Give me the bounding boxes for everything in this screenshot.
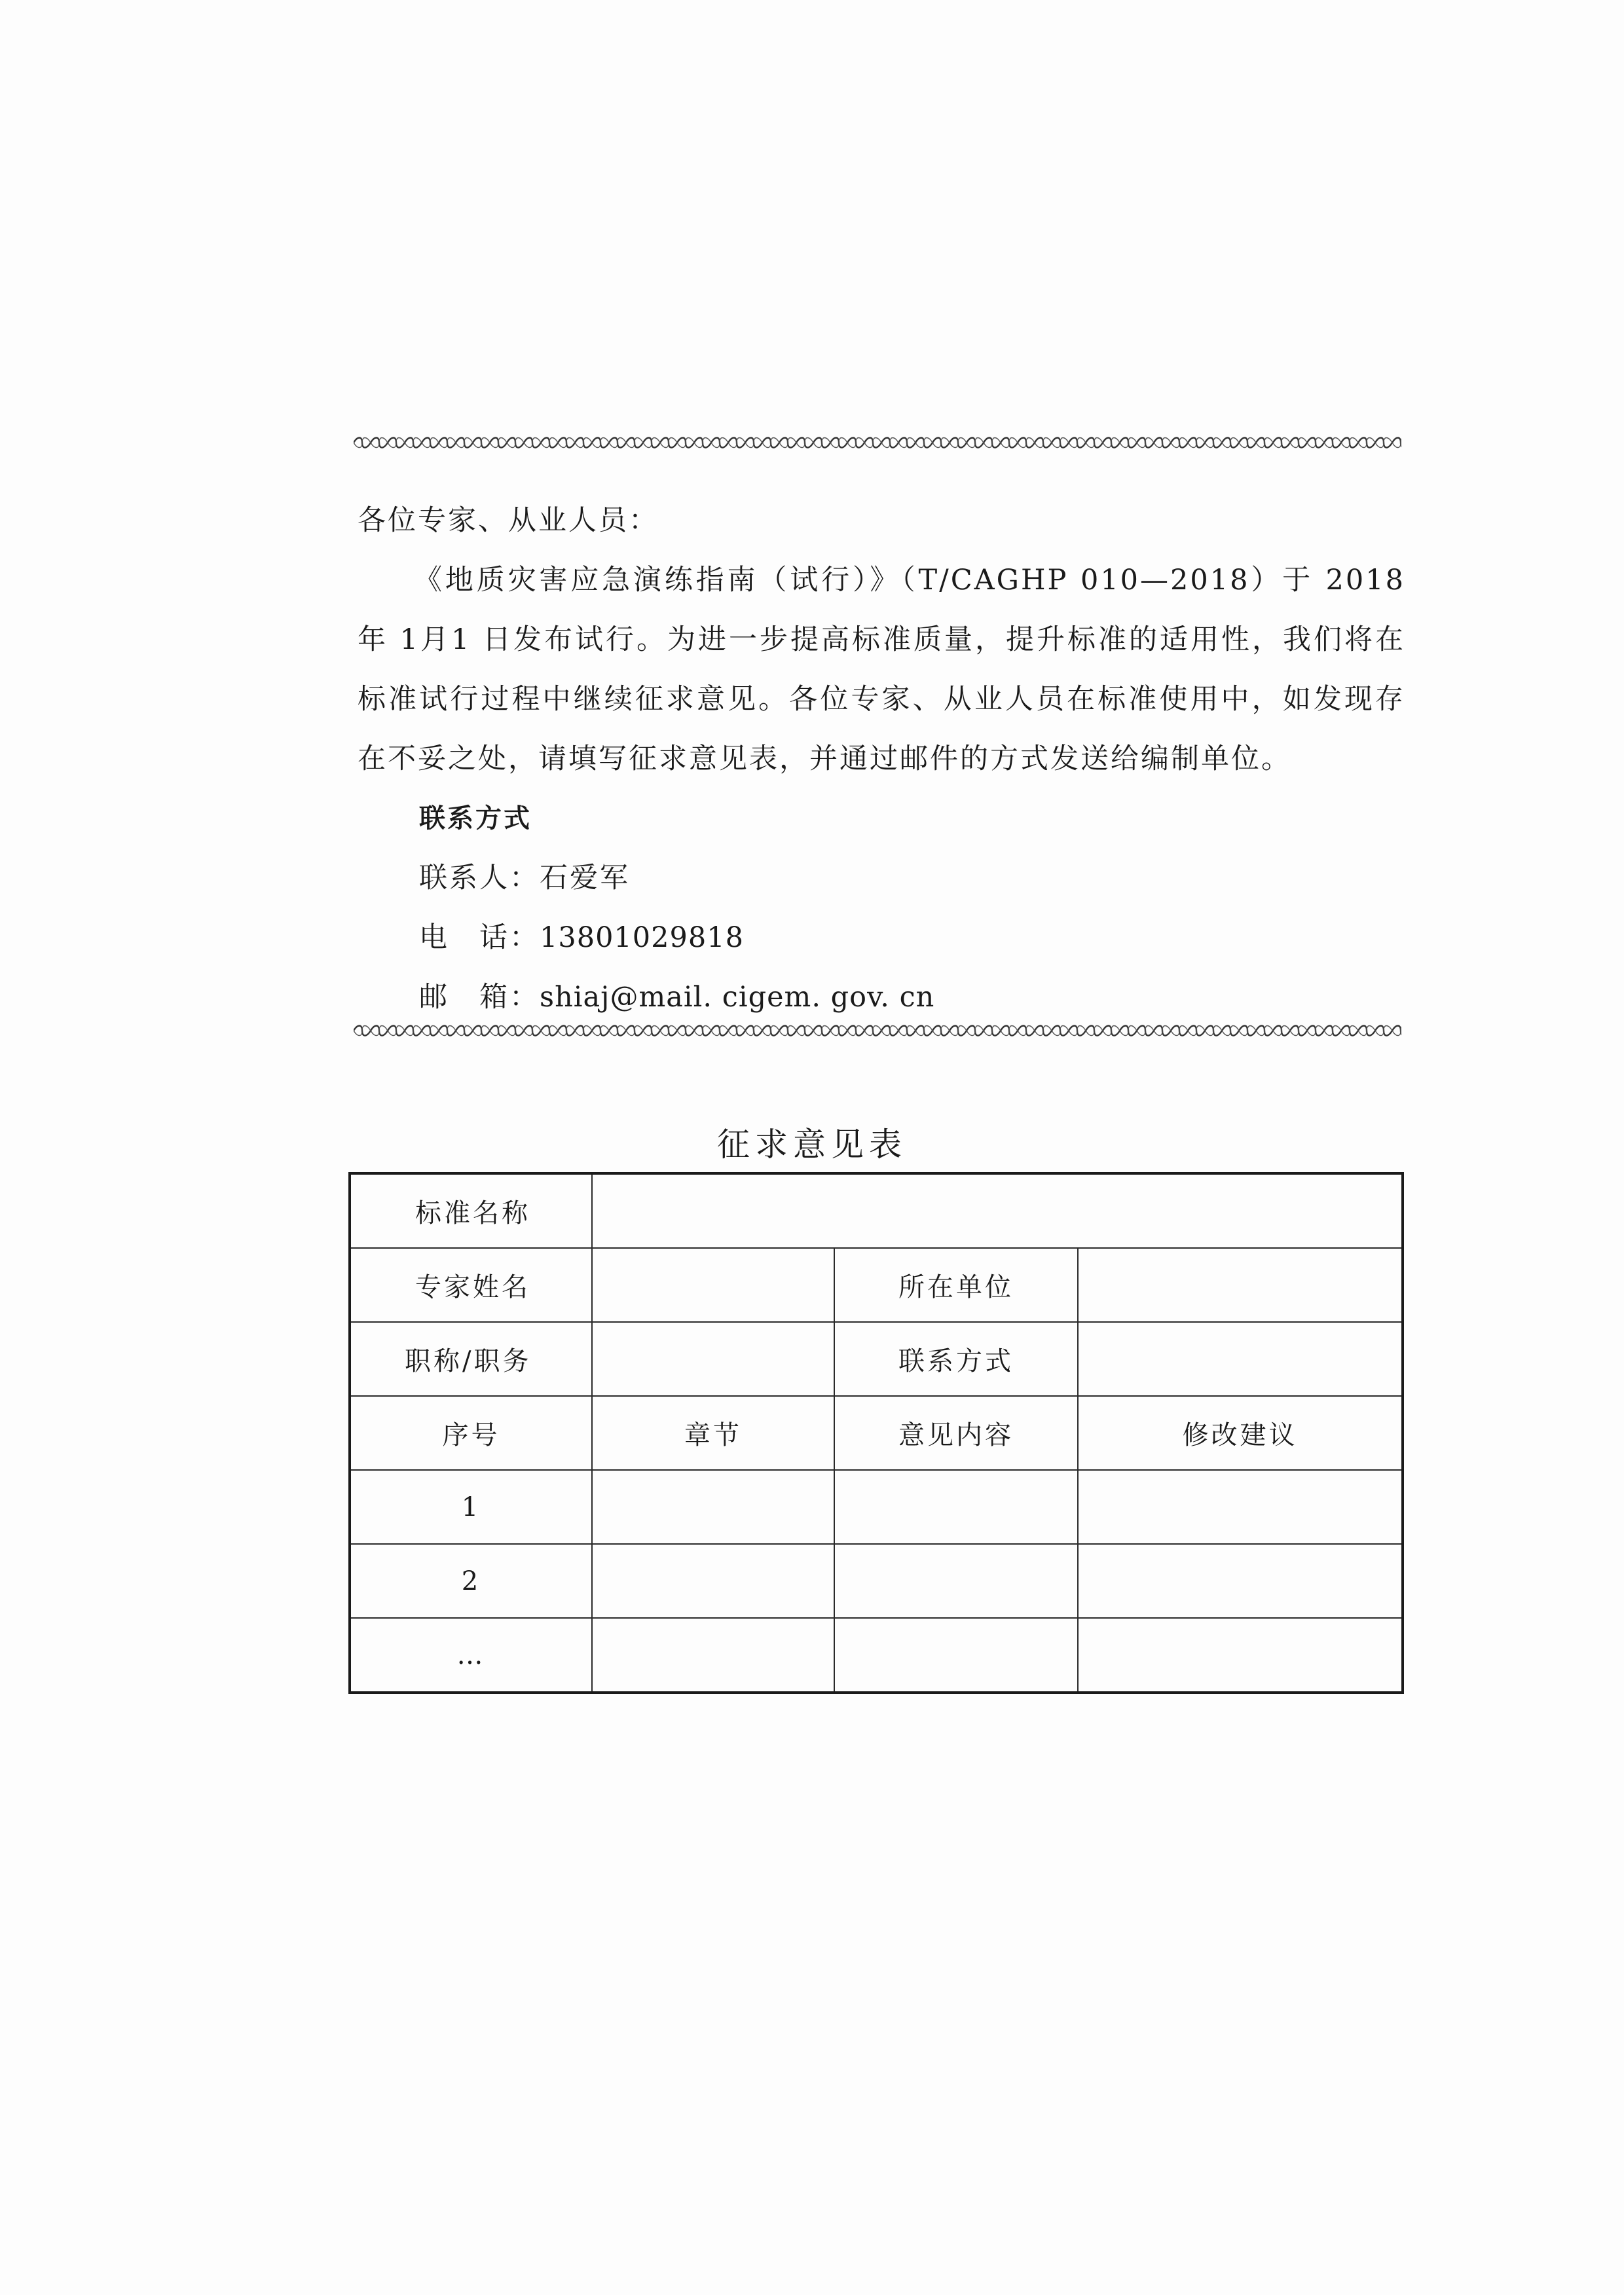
row-comment-field[interactable] <box>834 1544 1078 1618</box>
contact-heading: 联系方式 <box>419 803 532 834</box>
email-line <box>358 968 1405 1027</box>
expert-name-field[interactable] <box>592 1248 834 1322</box>
row-comment-field[interactable] <box>834 1470 1078 1544</box>
title-position-field[interactable] <box>592 1322 834 1396</box>
row-index: 1 <box>350 1470 592 1544</box>
row-section-field[interactable] <box>592 1618 834 1693</box>
decorative-border-top <box>354 435 1401 450</box>
column-header-comment: 意见内容 <box>834 1396 1078 1470</box>
phone-value: 13801029818 <box>540 921 744 954</box>
contact-label: 联系方式 <box>834 1322 1078 1396</box>
email-separator: ： <box>509 981 540 1014</box>
phone-label: 电 话 <box>419 921 509 954</box>
row-index: 2 <box>350 1544 592 1618</box>
table-row <box>350 1470 1403 1544</box>
phone-separator: ： <box>509 921 540 954</box>
column-header-row <box>350 1396 1403 1470</box>
decorative-border-bottom <box>354 1023 1401 1038</box>
row-section-field[interactable] <box>592 1470 834 1544</box>
standard-name-row <box>350 1173 1403 1248</box>
email-label: 邮 箱 <box>419 981 509 1014</box>
feedback-table <box>348 1172 1404 1694</box>
form-title: 征求意见表 <box>717 1126 907 1164</box>
expert-row <box>350 1248 1403 1322</box>
position-row <box>350 1322 1403 1396</box>
row-comment-field[interactable] <box>834 1618 1078 1693</box>
phone-line <box>358 908 1405 968</box>
contact-person-line <box>358 849 1405 908</box>
column-header-suggestion: 修改建议 <box>1078 1396 1403 1470</box>
contact-person-label: 联系人： <box>419 862 540 894</box>
table-row <box>350 1618 1403 1693</box>
notice-paragraph: 《地质灾害应急演练指南（试行）》（T/CAGHP 010—2018）于 2018 年 1月1 日发布试行。为进一步提高标准质量，提升标准的适用性，我们将在标准试行过程中继续征求意见。各位专家、从业人员在标准使用中，如发现存在不妥之处，请填写征求意见表，并通过邮件的方式发送给编制单位。 <box>358 564 1405 775</box>
standard-name-label: 标准名称 <box>350 1173 592 1248</box>
contact-field[interactable] <box>1078 1322 1403 1396</box>
row-suggestion-field[interactable] <box>1078 1618 1403 1693</box>
title-position-label: 职称/职务 <box>350 1322 592 1396</box>
notice-section <box>358 491 1405 1027</box>
standard-name-field[interactable] <box>592 1173 1403 1248</box>
row-section-field[interactable] <box>592 1544 834 1618</box>
column-header-index: 序号 <box>350 1396 592 1470</box>
organization-label: 所在单位 <box>834 1248 1078 1322</box>
expert-name-label: 专家姓名 <box>350 1248 592 1322</box>
organization-field[interactable] <box>1078 1248 1403 1322</box>
row-suggestion-field[interactable] <box>1078 1470 1403 1544</box>
salutation: 各位专家、从业人员： <box>358 504 659 537</box>
table-row <box>350 1544 1403 1618</box>
column-header-section: 章节 <box>592 1396 834 1470</box>
row-index: … <box>350 1618 592 1693</box>
row-suggestion-field[interactable] <box>1078 1544 1403 1618</box>
email-value: shiaj@mail. cigem. gov. cn <box>540 981 935 1014</box>
contact-person-value: 石爱军 <box>540 862 630 894</box>
